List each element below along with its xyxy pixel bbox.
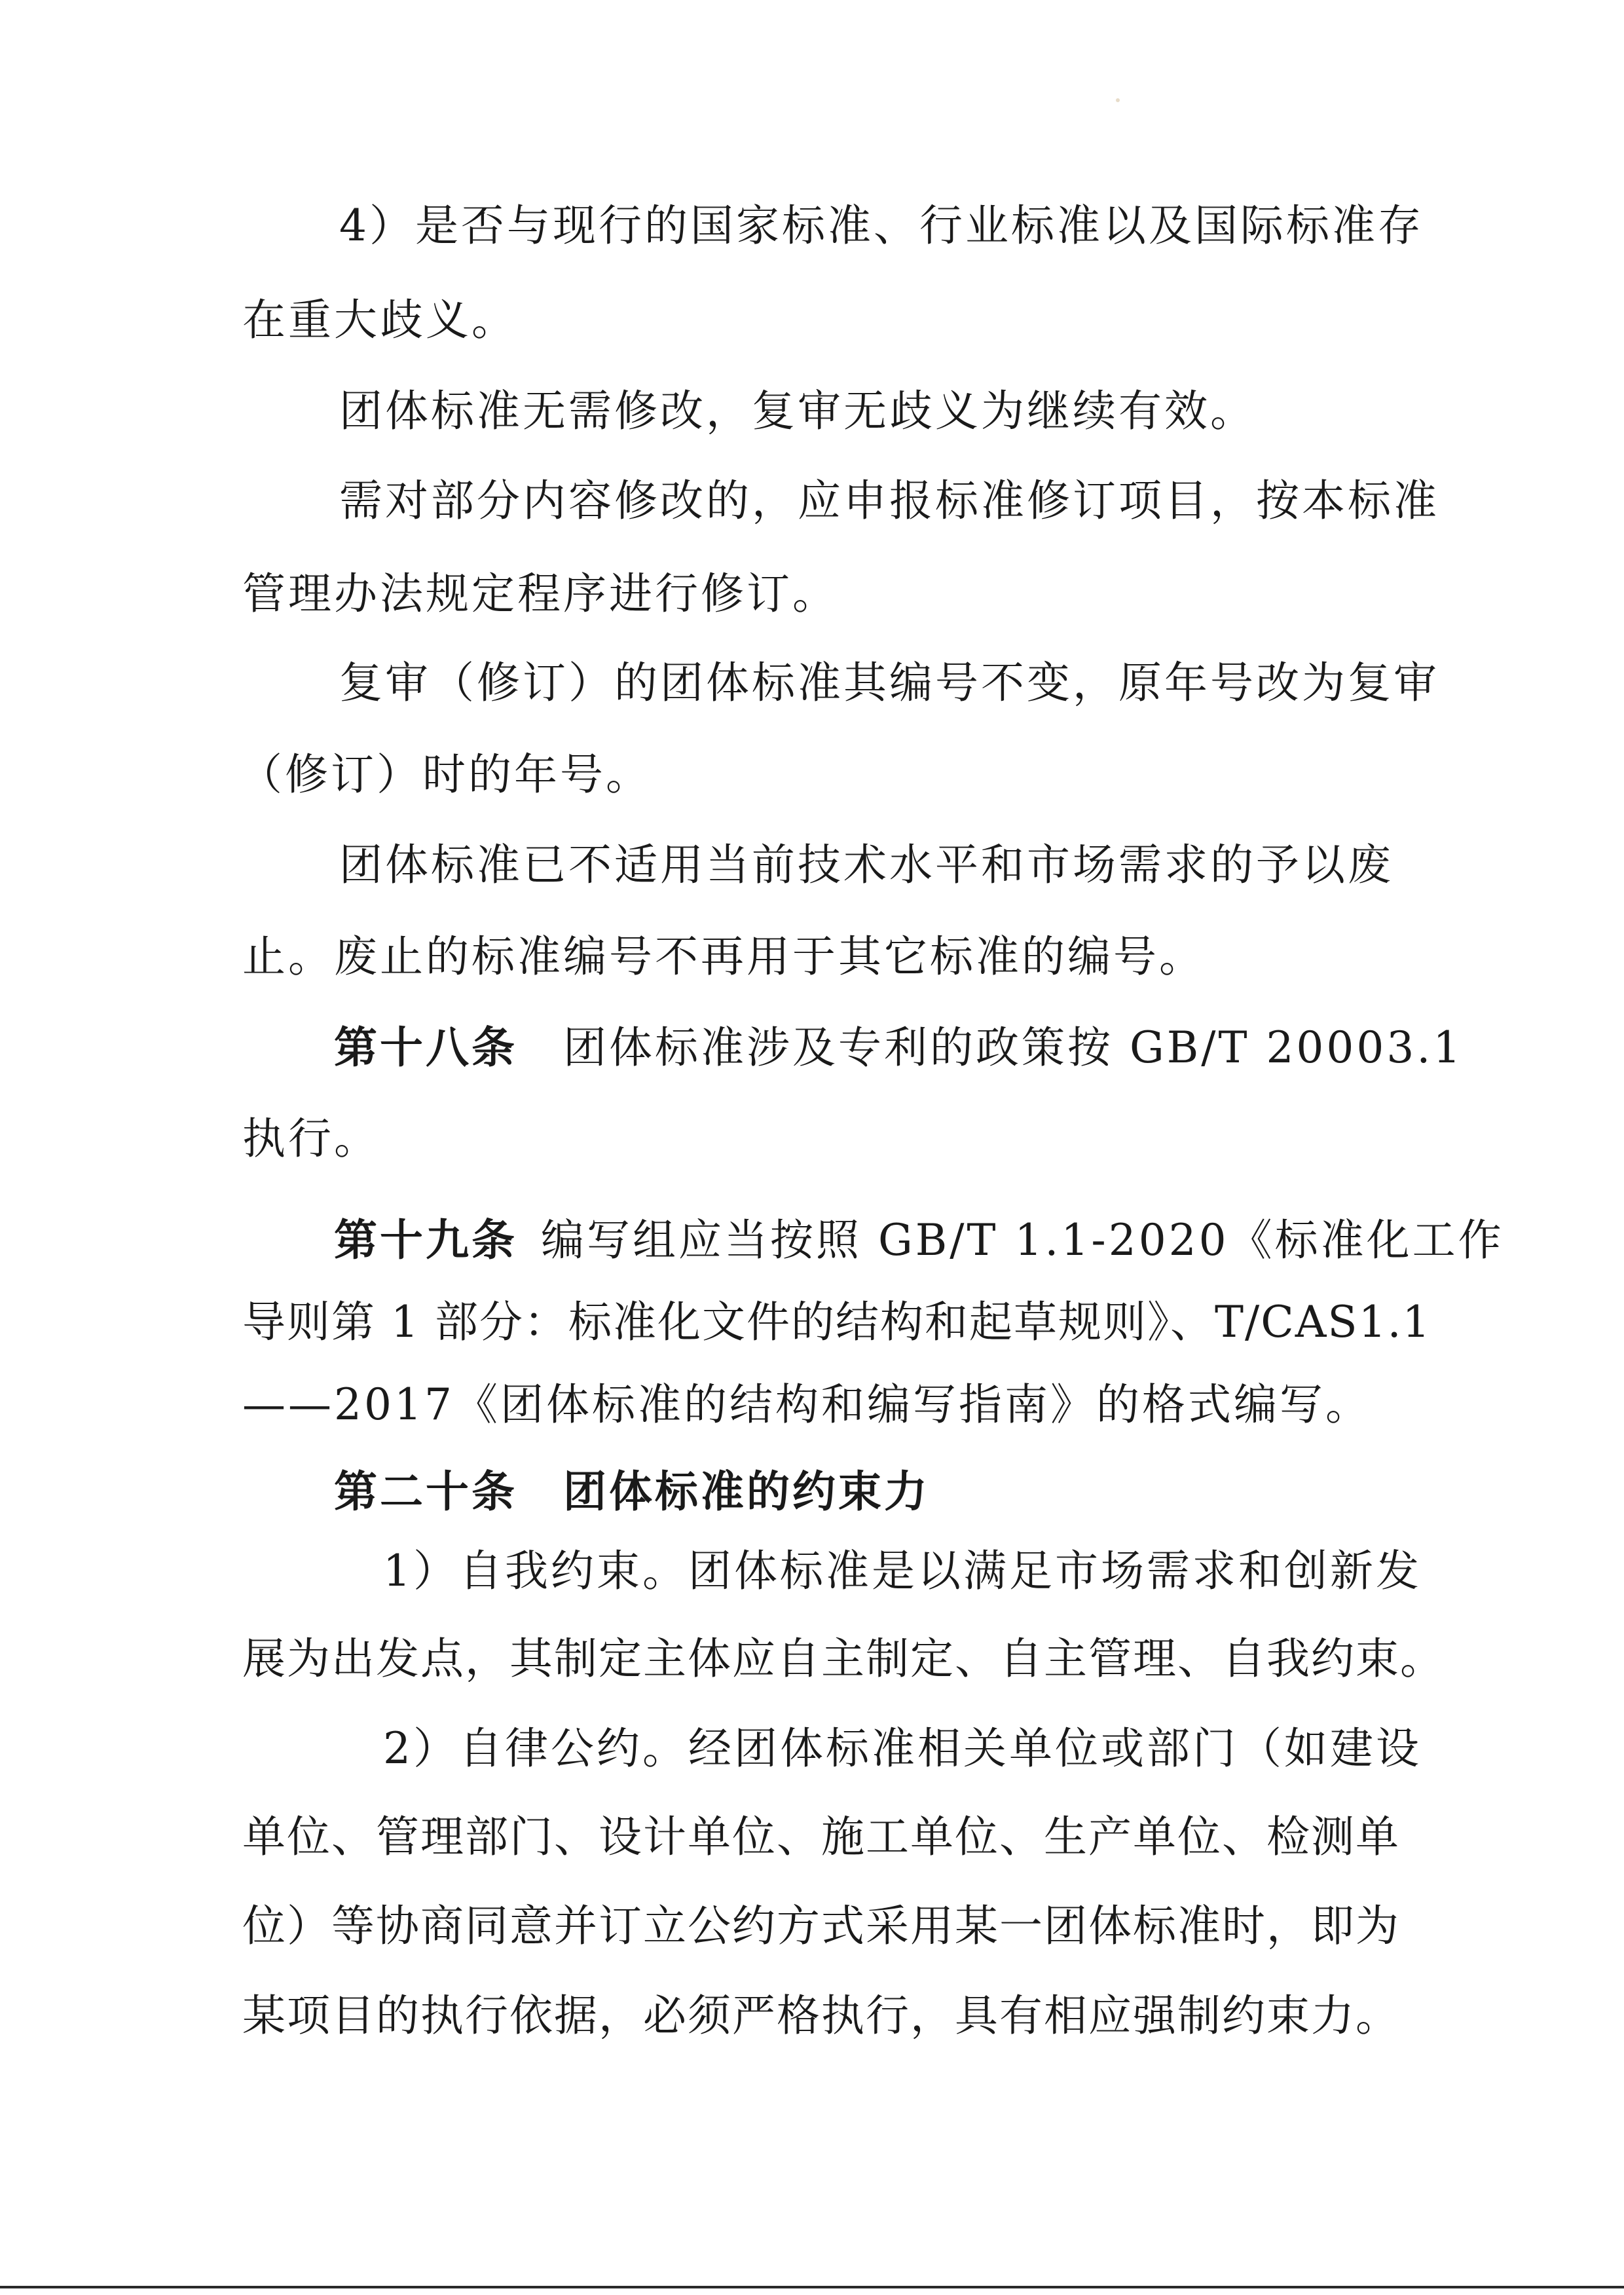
article-18-text: 团体标准涉及专利的政策按 GB/T 20003.1 [563,1022,1464,1073]
text-line: 止。废止的标准编号不再用于其它标准的编号。 [242,931,1205,982]
article-20-heading: 第二十条 [334,1466,517,1517]
text-line: 2）自律公约。经团体标准相关单位或部门（如建设 [383,1723,1422,1774]
text-line: 单位、管理部门、设计单位、施工单位、生产单位、检测单 [242,1812,1400,1862]
text-line: 团体标准无需修改，复审无歧义为继续有效。 [339,386,1256,436]
text-line: 4）是否与现行的国家标准、行业标准以及国际标准存 [339,200,1424,251]
text-line: 需对部分内容修改的，应申报标准修订项目，按本标准 [339,476,1439,526]
paper-speck [1116,98,1120,102]
text-line: 管理办法规定程序进行修订。 [242,569,838,619]
page-bottom-edge [0,2286,1624,2288]
text-line: 在重大歧义。 [242,295,517,345]
article-18-heading: 第十八条 [334,1022,517,1073]
article-20-title: 团体标准的约束力 [563,1466,930,1517]
article-19-text: 编写组应当按照 GB/T 1.1-2020《标准化工作 [541,1215,1504,1265]
text-line: ——2017《团体标准的结构和编写指南》的格式编写。 [242,1379,1371,1430]
text-line: 导则第 1 部分：标准化文件的结构和起草规则》、T/CAS1.1 [242,1297,1431,1347]
text-line: 1）自我约束。团体标准是以满足市场需求和创新发 [383,1546,1422,1596]
text-line: 执行。 [242,1113,380,1164]
article-18-line [334,1022,1464,1073]
article-19-line [334,1214,1504,1265]
text-line: （修订）时的年号。 [239,749,652,800]
text-line: 位）等协商同意并订立公约方式采用某一团体标准时，即为 [242,1901,1400,1951]
article-20-line [334,1466,1473,1517]
article-19-heading: 第十九条 [334,1214,517,1265]
text-line: 团体标准已不适用当前技术水平和市场需求的予以废 [339,840,1393,890]
text-line: 复审（修订）的团体标准其编号不变，原年号改为复审 [339,658,1439,708]
text-line: 展为出发点，其制定主体应自主制定、自主管理、自我约束。 [242,1633,1445,1684]
text-line: 某项目的执行依据，必须严格执行，具有相应强制约束力。 [242,1990,1400,2041]
